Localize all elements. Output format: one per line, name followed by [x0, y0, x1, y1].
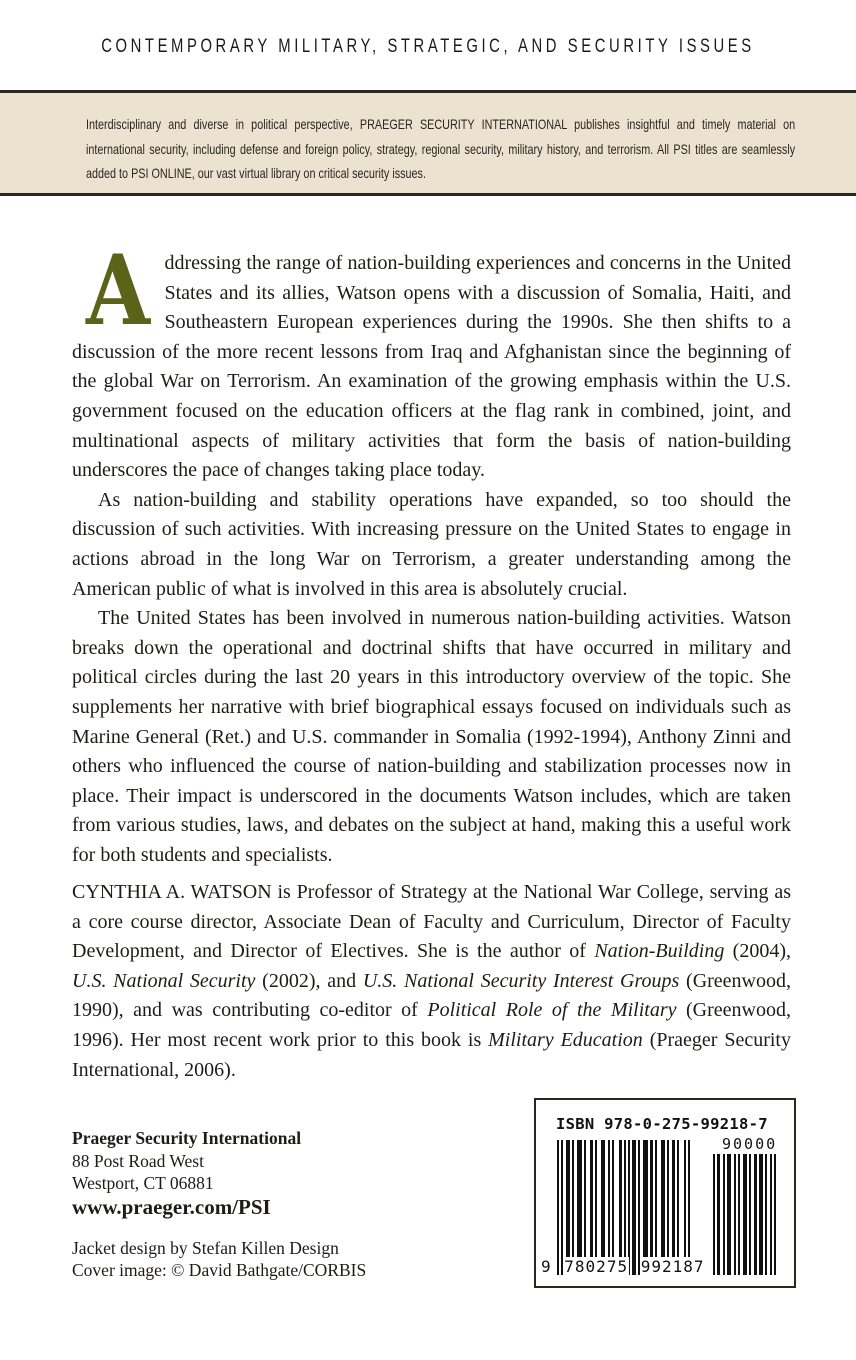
author-bio-paragraph [72, 878, 791, 1085]
credits [72, 1237, 366, 1281]
bio-text: (Praeger Security International, 2006). [72, 1028, 791, 1081]
book-description [72, 234, 791, 870]
ean-left-digits: 780275 [564, 1257, 629, 1276]
author-bio [72, 878, 791, 1085]
bio-text: (Greenwood, 1990), and was contributing co-editor of [72, 969, 791, 1022]
ean-right-digits: 992187 [640, 1257, 705, 1276]
paragraph-text: ddressing the range of nation-building experiences and concerns in the United States and its allies, Watson opens with a discussion of Somalia, Haiti, and Southeastern European experiences during the 1990s. She then shifts to a discussion of the more recent lessons from Iraq and Afghanistan since the beginning of the global War on Terrorism. An examination of the growing emphasis within the U.S. government focused on the education officers at the flag rank in combined, joint, and multinational aspects of military activities that form the basis of nation-building underscores the pace of changes taking place today. [72, 252, 791, 482]
bio-text: CYNTHIA A. WATSON is Professor of Strategy at the National War College, serving as a core course director, Associate Dean of Faculty and Curriculum, Director of Faculty Development, and Director of Electives. She is the author of [72, 881, 791, 963]
ean-barcode-bars [557, 1140, 701, 1275]
drop-cap: A [86, 234, 147, 347]
publisher-info [72, 1127, 301, 1220]
price-code: 90000 [722, 1135, 778, 1153]
bio-text: (2002), and [255, 969, 363, 992]
bio-text: (2004), [724, 940, 791, 963]
description-paragraph-1 [72, 234, 791, 486]
isbn-barcode [534, 1098, 796, 1288]
price-barcode-bars [713, 1154, 785, 1275]
series-description-banner [0, 90, 856, 196]
description-paragraph-3: The United States has been involved in numerous nation-building activities. Watson breaks down the operational and doctrinal shifts that have occurred in military and political circles during the last 20 years in this introductory overview of the topic. She supplements her narrative with brief biographical essays focused on individuals such as Marine General (Ret.) and U.S. commander in Somalia (1992-1994), Anthony Zinni and others who influenced the course of nation-building and stabilization processes now in place. Their impact is underscored in the documents Watson includes, which are taken from various studies, laws, and debates on the subject at hand, making this a useful work for both students and specialists. [72, 607, 791, 866]
ean-first-digit: 9 [541, 1257, 552, 1276]
publisher-url[interactable]: www.praeger.com/PSI [72, 1194, 271, 1219]
publisher-address-line2: Westport, CT 06881 [72, 1173, 214, 1193]
description-paragraph-2: As nation-building and stability operations have expanded, so too should the discussion of such activities. With increasing pressure on the United States to engage in actions abroad in the long War on Terrorism, a greater understanding among the American public of what is involved in this area is absolutely crucial. [72, 488, 791, 600]
publisher-name: Praeger Security International [72, 1128, 302, 1148]
ean-digits [540, 1257, 706, 1276]
publisher-address-line1: 88 Post Road West [72, 1150, 204, 1171]
isbn-label: ISBN 978-0-275-99218-7 [556, 1115, 768, 1133]
bio-text: (Greenwood, 1996). Her most recent work prior to this book is [72, 999, 791, 1051]
book-title: Military Education [488, 1028, 643, 1051]
book-title: Political Role of the Military [427, 999, 677, 1022]
cover-image-credit: Cover image: © David Bathgate/CORBIS [72, 1260, 367, 1280]
book-title: U.S. National Security [72, 969, 256, 992]
jacket-credit: Jacket design by Stefan Killen Design [72, 1238, 339, 1258]
series-description-text: Interdisciplinary and diverse in political perspective, PRAEGER SECURITY INTERNATIONAL publishes insightful and timely material on international security, including defense and foreign policy, strategy, regional security, military history, and terrorism. All PSI titles are seamlessly added to PSI ONLINE, our vast virtual library on critical security issues. [86, 117, 796, 181]
series-title: CONTEMPORARY MILITARY, STRATEGIC, AND SECURITY ISSUES [101, 36, 755, 57]
book-title: U.S. National Security Interest Groups [362, 969, 680, 992]
book-title: Nation-Building [594, 940, 725, 963]
